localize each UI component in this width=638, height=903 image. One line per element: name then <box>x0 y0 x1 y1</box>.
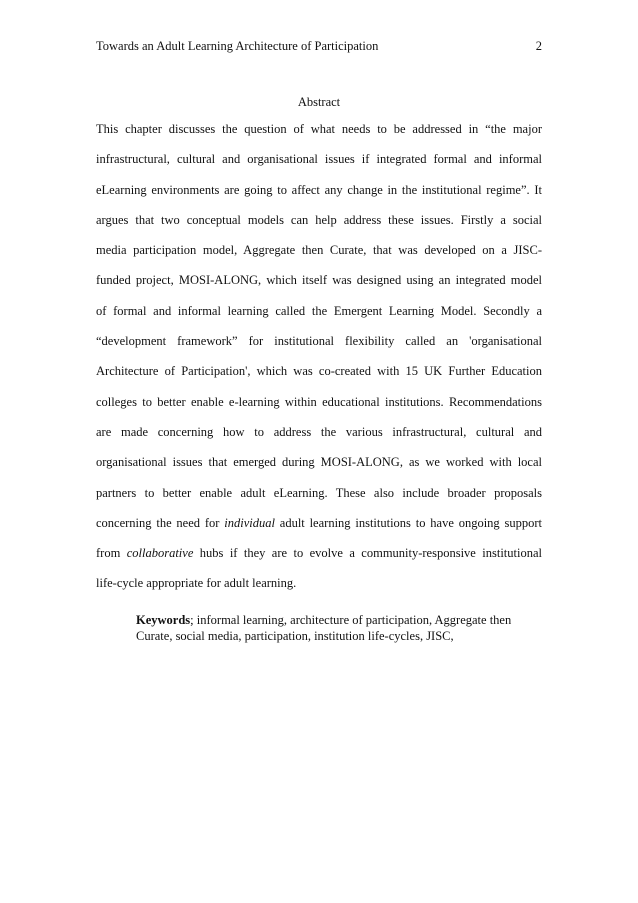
emphasis-collaborative: collaborative <box>126 546 194 561</box>
emphasis-individual: individual <box>224 515 275 530</box>
abstract-line: “development framework” for institutional flexibility called an 'organisational <box>96 334 542 349</box>
abstract-line: are made concerning how to address the various infrastructural, cultural and <box>96 424 542 439</box>
line-text: adult learning institutions to have ongoing support <box>274 515 542 530</box>
abstract-line <box>96 545 542 575</box>
abstract-line: colleges to better enable e-learning within educational institutions. Recommendations <box>96 394 542 409</box>
abstract-body <box>96 121 542 606</box>
abstract-line: partners to better enable adult eLearning. These also include broader proposals <box>96 485 542 500</box>
abstract-line: of formal and informal learning called the Emergent Learning Model. Secondly a <box>96 303 542 318</box>
abstract-line: infrastructural, cultural and organisational issues if integrated formal and informal <box>96 152 542 167</box>
line-text: hubs if they are to evolve a community-responsive institutional <box>193 546 542 561</box>
abstract-line: argues that two conceptual models can help address these issues. Firstly a social <box>96 212 542 227</box>
keywords-block <box>136 612 536 644</box>
line-text: concerning the need for <box>96 515 225 530</box>
line-text: from <box>96 546 127 561</box>
abstract-line: funded project, MOSI-ALONG, which itself was designed using an integrated model <box>96 273 542 288</box>
abstract-line: organisational issues that emerged during MOSI-ALONG, as we worked with local <box>96 455 542 470</box>
abstract-line: media participation model, Aggregate then Curate, that was developed on a JISC- <box>96 243 542 258</box>
abstract-line: eLearning environments are going to affect any change in the institutional regime”. It <box>96 182 542 197</box>
abstract-line-last: life-cycle appropriate for adult learning. <box>96 576 297 591</box>
keywords-line <box>136 612 536 628</box>
keywords-text: ; informal learning, architecture of participation, Aggregate then <box>190 613 512 627</box>
keywords-label: Keywords <box>136 613 191 627</box>
page-number: 2 <box>535 39 542 53</box>
abstract-line: This chapter discusses the question of what needs to be addressed in “the major <box>96 122 542 136</box>
keywords-line: Curate, social media, participation, institution life-cycles, JISC, <box>136 629 454 643</box>
abstract-line: Architecture of Participation', which was co-created with 15 UK Further Education <box>96 364 542 379</box>
abstract-heading: Abstract <box>297 95 341 109</box>
running-title: Towards an Adult Learning Architecture of Participation <box>96 39 379 53</box>
abstract-line <box>96 515 542 545</box>
